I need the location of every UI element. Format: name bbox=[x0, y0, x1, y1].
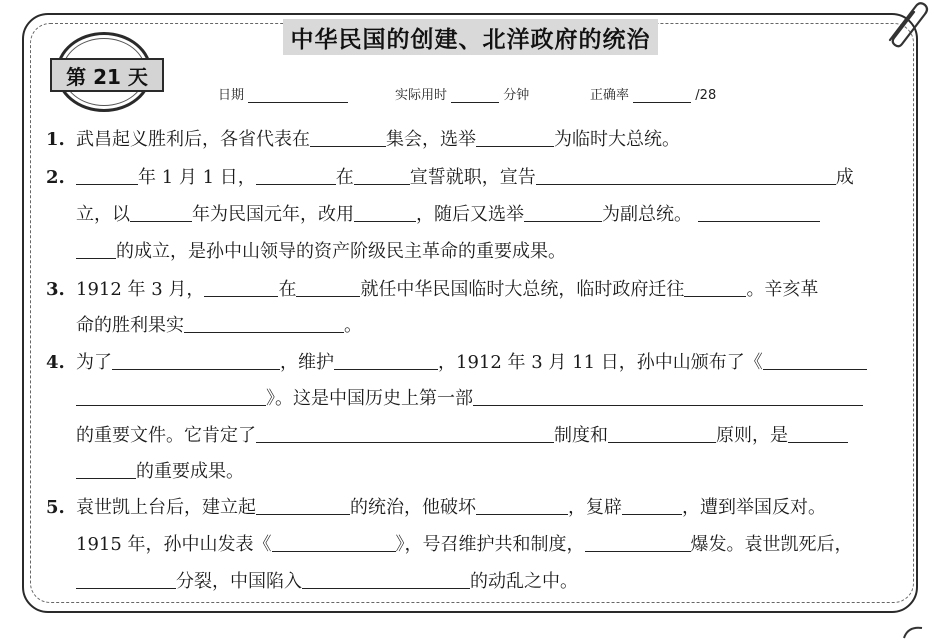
accuracy-label: 正确率 bbox=[590, 88, 630, 103]
question-3-line-1: 1912 年 3 月， 在 就任中华民国临时大总统，临时政府迁往 。辛亥革 bbox=[76, 279, 819, 300]
answer-blank[interactable] bbox=[256, 424, 554, 443]
answer-blank[interactable] bbox=[608, 424, 716, 443]
paperclip-icon bbox=[872, 0, 932, 48]
date-label: 日期 bbox=[218, 88, 245, 103]
answer-blank[interactable] bbox=[684, 278, 746, 297]
answer-blank[interactable] bbox=[76, 240, 116, 259]
question-4-line-2: 》。这是中国历史上第一部 bbox=[76, 387, 863, 411]
answer-blank[interactable] bbox=[536, 166, 836, 185]
question-5-number: 5. bbox=[46, 497, 65, 518]
question-3-line-2: 命的胜利果实 。 bbox=[76, 315, 362, 336]
question-4-line-1: 为了 ，维护 ，1912 年 3 月 11 日，孙中山颁布了《 bbox=[76, 351, 867, 375]
answer-blank[interactable] bbox=[296, 278, 360, 297]
answer-blank[interactable] bbox=[76, 387, 266, 406]
answer-blank[interactable] bbox=[622, 496, 682, 515]
answer-blank[interactable] bbox=[302, 570, 470, 589]
question-4-line-4: 的重要成果。 bbox=[76, 460, 244, 484]
answer-blank[interactable] bbox=[473, 387, 863, 406]
question-5-line-2: 1915 年，孙中山发表《 》，号召维护共和制度， 爆发。袁世凯死后， bbox=[76, 534, 853, 555]
answer-blank[interactable] bbox=[310, 128, 386, 147]
time-unit: 分钟 bbox=[503, 88, 530, 103]
answer-blank[interactable] bbox=[112, 351, 280, 370]
question-3-number: 3. bbox=[46, 279, 65, 300]
page-title: 中华民国的创建、北洋政府的统治 bbox=[283, 19, 658, 55]
page-corner-mark-icon bbox=[900, 620, 930, 640]
day-label: 第 21 天 bbox=[50, 58, 164, 92]
accuracy-field bbox=[590, 84, 716, 103]
answer-blank[interactable] bbox=[76, 460, 136, 479]
answer-blank[interactable] bbox=[256, 496, 350, 515]
date-field bbox=[218, 84, 348, 103]
question-4-line-3: 的重要文件。它肯定了 制度和 原则，是 bbox=[76, 424, 848, 448]
answer-blank[interactable] bbox=[184, 314, 344, 333]
question-2-line-3: 的成立，是孙中山领导的资产阶级民主革命的重要成果。 bbox=[76, 240, 566, 264]
answer-blank[interactable] bbox=[788, 424, 848, 443]
answer-blank[interactable] bbox=[272, 533, 396, 552]
question-2-number: 2. bbox=[46, 167, 65, 188]
answer-blank[interactable] bbox=[76, 570, 176, 589]
question-4-number: 4. bbox=[46, 352, 65, 373]
answer-blank[interactable] bbox=[204, 278, 278, 297]
date-input[interactable] bbox=[248, 86, 348, 103]
accuracy-total: /28 bbox=[695, 88, 717, 103]
time-label: 实际用时 bbox=[395, 88, 448, 103]
question-2-line-2: 立，以 年为民国元年，改用 ，随后又选举 为副总统。 bbox=[76, 203, 820, 227]
question-2-line-1: 年 1 月 1 日， 在 宣誓就职，宣告 成 bbox=[76, 166, 854, 190]
answer-blank[interactable] bbox=[476, 128, 554, 147]
answer-blank[interactable] bbox=[256, 166, 336, 185]
question-5-line-3: 分裂，中国陷入 的动乱之中。 bbox=[76, 570, 578, 594]
time-input[interactable] bbox=[451, 86, 499, 103]
question-1-line-1: 武昌起义胜利后，各省代表在 集会，选举 为临时大总统。 bbox=[76, 129, 680, 150]
question-1-number: 1. bbox=[46, 129, 65, 150]
answer-blank[interactable] bbox=[585, 533, 691, 552]
answer-blank[interactable] bbox=[524, 203, 602, 222]
time-field bbox=[395, 84, 529, 103]
answer-blank[interactable] bbox=[698, 203, 820, 222]
answer-blank[interactable] bbox=[130, 203, 192, 222]
answer-blank[interactable] bbox=[354, 166, 410, 185]
answer-blank[interactable] bbox=[334, 351, 438, 370]
accuracy-input[interactable] bbox=[633, 86, 691, 103]
answer-blank[interactable] bbox=[76, 166, 138, 185]
answer-blank[interactable] bbox=[354, 203, 416, 222]
day-badge bbox=[48, 32, 166, 112]
answer-blank[interactable] bbox=[763, 351, 867, 370]
answer-blank[interactable] bbox=[476, 496, 568, 515]
question-5-line-1: 袁世凯上台后，建立起 的统治，他破坏 ，复辟 ，遭到举国反对。 bbox=[76, 497, 826, 518]
